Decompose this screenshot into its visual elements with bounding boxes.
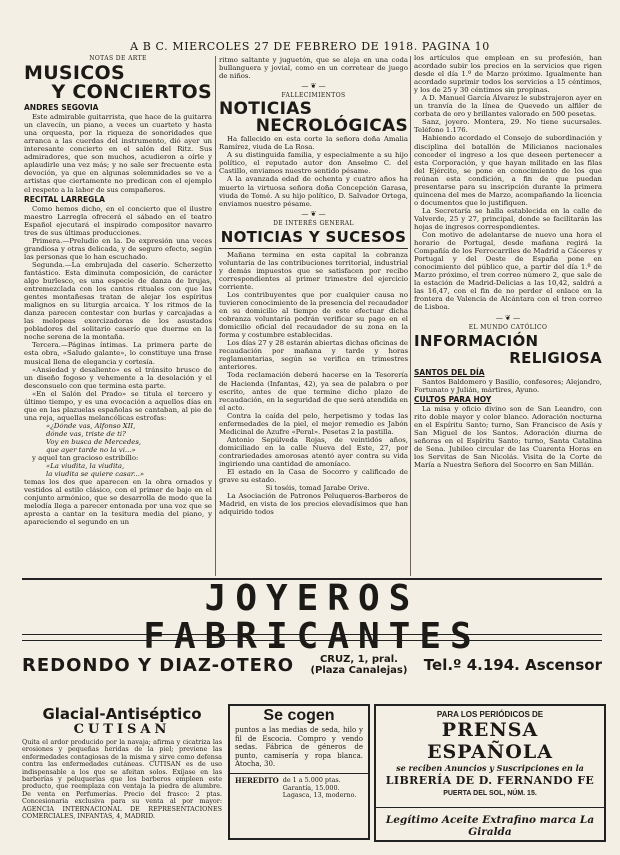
verse-line: la viudita se quiere casar...»	[46, 470, 145, 479]
article-paragraph: La misa y oficio divino son de San Leandro, con rito doble mayor y color blanco. Adoración nocturna en el Espíritu Santo; turno, San Francisco de Asís y San Miguel de los Santos. Adoración diurna de señoras en el Espíritu Santo; turno, Santa Catalina de Sena. Jubileo circular de las Cuarenta Horas en los Servitas de San Nicolás. Visita de la Corte de María a Nuestra Señora del Socorro en San Millán.	[414, 404, 602, 470]
verse-line: «¿Dónde vas, Alfonso XII,	[46, 421, 136, 430]
headline-religiosa: RELIGIOSA	[509, 348, 602, 367]
ad-se-cogen-title: Se cogen	[263, 707, 335, 724]
ads-divider	[22, 640, 602, 641]
ad-prensa-line4: LIBRERÍA DE D. FERNANDO FE	[385, 774, 595, 787]
article-paragraph: Mañana termina en esta capital la cobranza voluntaria de las contribuciones territorial, industrial y demás impuestos que se satisfacen por recibo correspondientes al primer trimestre del ejercicio corriente.	[219, 250, 408, 291]
article-paragraph: Toda reclamación deberá hacerse en la Tesorería de Hacienda (Infantas, 42), ya sea de palabra o por escrito, antes de que termine dicho plazo de recaudación, en la seguridad de que será atendida en el acto.	[219, 371, 408, 412]
article-paragraph: A D. Manuel García Álvarez le substrajeron ayer en un tranvía de la línea de Quevedo un alfiler de corbata de oro y brillantes valorado en 500 pesetas.	[414, 94, 602, 119]
column-noticias	[219, 56, 408, 516]
ad-cutisan-title: Glacial-Antiséptico	[42, 705, 202, 723]
article-paragraph: y aquel tan gracioso estribillo:	[32, 454, 139, 463]
article-paragraph: los artículos que emplean en su profesión, han acordado subir los precios en la servicios que rigen desde el día 1.º de Marzo próximo. Igualmente han acordado suprimir todos los servicios a 15 céntimos, y los de 25 y 30 céntimos sin propinas.	[414, 54, 602, 95]
verse-line: que ayer tarde no la vi...»	[46, 446, 136, 455]
article-paragraph: Este admirable guitarrista, que hace de la guitarra un clavecín, un piano, a veces un cuarteto y hasta una orquesta, por la riqueza de sonoridades que arranca a las cuerdas del instrumento, dió ayer un interesante concierto en el salón del Ritz. Sus admiradores, que son muchos, acudieron a oírle y aplaudirle una vez más; y no sale ser frecuente esta devoción, ya que en algunas solemnidades se ve a artistas que ciertamente no predican con el ejemplo el respeto a la labor de sus compañeros.	[24, 113, 212, 194]
subhead-segovia: ANDRES SEGOVIA	[24, 103, 99, 113]
headline-informacion: INFORMACIÓN	[414, 331, 539, 350]
article-paragraph: «En el Salón del Prado» se titula el tercero y último tiempo, y es una evocación a aquellos días en que en las plazuelas españolas se cantaban, al pie de una reja, aquellas melancólicas estrofas:	[24, 389, 212, 422]
headline-necrologicas: NECROLÓGICAS	[255, 116, 408, 137]
article-paragraph: Tercera.—Páginas íntimas. La primera parte de esta obra, «Saludo galante», lo constituye una frase musical llena de elegancia y cortesía.	[24, 341, 212, 366]
article-paragraph: Primera.—Preludio en la. De expresión una veces grandiosa y otras delicada, y de seguro efecto, según las personas que lo han escuchado.	[24, 236, 212, 261]
column-rule-1	[215, 56, 216, 576]
ad-joyeros-address-line: CRUZ, 1, pral.	[319, 654, 398, 665]
article-paragraph: Los días 27 y 28 estarán abiertas dichas oficinas de recaudación por mañana y tarde y horas reglamentarias, según se verifica en trimestres anteriores.	[219, 339, 408, 372]
subhead-larregla: RECITAL LARREGLA	[24, 194, 105, 204]
article-paragraph: Con motivo de adelantarse de nuevo una hora el horario de Portugal, desde mañana regirá la Compañía de los Ferrocarriles de Madrid a Cáceres y Portugal y del Oeste de España pone en conocimiento del público que, a partir del día 1.º de Marzo próximo, el tren correo número 2, que sale de la estación de Madrid-Delicias a las 10,42, saldrá a las 16,47, con el fin de no perder el enlace en la frontera de Valencia de Alcántara con el tren correo de Lisboa.	[414, 231, 602, 312]
article-paragraph: «Ansiedad y desaliento» es el tránsito brusco de un diseño fogoso y vehemente a la desolación y el desconsuelo con que termina esta parte.	[24, 365, 212, 390]
ad-prensa-line3: se reciben Anuncios y Suscripciones en la	[396, 763, 584, 773]
ad-prensa-line6: Legítimo Aceite Extrafino marca La Giralda	[376, 807, 604, 838]
subhead-cultos: CULTOS PARA HOY	[414, 394, 492, 404]
verse-line: dónde vas, triste de ti?	[46, 429, 126, 438]
column-musicos	[24, 54, 212, 526]
article-paragraph: temas los dos que aparecen en la obra ornados y vestidos al estilo clásico, con el primer de bajo en el conjunto armónico, que se desarrolla de modo que la melodía llega a parecer entonada por una voz que se apresta a cantar en la tesitura media del piano, y apareciendo el segundo en un	[24, 478, 212, 527]
ad-cutisan-brand: CUTISAN	[73, 722, 171, 737]
ornament-divider: — ❦ —	[301, 82, 326, 91]
section-kicker: FALLECIMIENTOS	[281, 92, 346, 100]
ad-joyeros-title: JOYEROS FABRICANTES	[143, 578, 481, 657]
ad-se-cogen	[228, 704, 370, 840]
ad-prensa-line2: PRENSA ESPAÑOLA	[427, 719, 553, 763]
verse-line: Voy en busca de Mercedes,	[46, 437, 142, 446]
verse-line: «La viudita, la viudita,	[46, 462, 125, 471]
section-kicker: NOTAS DE ARTE	[89, 55, 147, 62]
ad-prensa-line5: PUERTA DEL SOL, NÚM. 15.	[443, 790, 537, 797]
article-paragraph: La Secretaría se halla establecida en la calle de Valverde, 25 y 27, principal, donde se facilitarán las hojas de ingresos correspondientes.	[414, 206, 602, 231]
article-paragraph: Segunda.—La embrujada del caserío. Scherzetto fantástico. Esta diminuta composición, de carácter algo burlesco, es una especie de danza de brujas, entremezclada con los cantos rituales con que las gentes montañesas tratan de alejar los espíritus malignos en su liturgia arcaica. Y los ritmos de la danza parecen contestar con burlas y carcajadas a las melopeas exorcizadoras de los asustados pobladores del solitario caserío que duerme en la noche serena de la montaña.	[24, 260, 212, 342]
article-paragraph: Sanz, joyero. Montera, 29. No tiene sucursales. Teléfono 1.176.	[414, 118, 602, 135]
article-paragraph: Contra la caída del pelo, herpetismo y todas las enfermedades de la piel, el mejor remedio es Jabón Medicinal de Azufre «Peral». Pesetas 2 la pastilla.	[219, 411, 408, 436]
article-paragraph: Santos Baldomero y Basilio, confesores; Alejandro, Fortunato y Julián, mártires, Ayuno.	[414, 377, 602, 394]
ad-joyeros-address	[310, 654, 407, 676]
headline-noticias: NOTICIAS	[219, 99, 313, 120]
article-paragraph: Como hemos dicho, en el concierto que el ilustre maestro Larregla ofrecerá el sábado en el teatro Español ejecutará el inspirado compositor navarro tres de sus últimas producciones.	[24, 204, 212, 237]
ad-se-cogen-footer	[230, 773, 368, 803]
column-informacion	[414, 54, 602, 469]
ad-cutisan-body: Quita el ardor producido por la navaja; afirma y cicatriza las erosiones y pequeñas heridas de la piel; previene las enfermedades contagiosas de la misma y sirve como defensa contra las enfermedades cutáneas. CUTISAN es de uso indispensable a los que se afeitan solos. Exíjase en las barberías y peluquerías que los barberos empleen este producto, que reemplaza con ventaja la piedra de alumbre. De venta en Perfumerías. Precio del frasco: 2 ptas. Concesionaria exclusiva para su venta al por mayor: AGENCIA INTERNACIONAL DE REPRESENTACIONES COMERCIALES, INFANTAS, 4, MADRID.	[22, 738, 222, 821]
section-kicker: DE INTERÉS GENERAL	[273, 219, 354, 227]
column-rule-2	[410, 56, 411, 576]
ad-joyeros-name: REDONDO Y DIAZ-OTERO	[22, 654, 295, 676]
article-paragraph: Antonio Sepúlveda Rojas, de veintidós años, domiciliado en la calle Nueva del Este, 27, por contrariedades amorosas atentó ayer contra su vida ingiriendo una cantidad de amoníaco.	[219, 435, 408, 468]
headline-musicos: MUSICOS	[24, 62, 125, 85]
ornament-divider: — ❦ —	[495, 313, 521, 322]
article-paragraph: El estado en la Casa de Socorro y calificado de grave su estado.	[219, 468, 408, 485]
article-paragraph: Los contribuyentes que por cualquier causa no tuvieren conocimiento de la presencia del recaudador en su domicilio al tiempo de este efectuar dicha cobranza voluntaria podrán verificar su pago en el domicilio oficial del recaudador de su zona en la forma y costumbre establecidas.	[219, 290, 408, 340]
ad-se-cogen-label: HEREDITO	[235, 775, 279, 785]
headline-noticias-sucesos: NOTICIAS Y SUCESOS	[220, 227, 407, 246]
divider	[219, 248, 408, 249]
ad-se-cogen-body: puntos a las medias de seda, hilo y fil de Escocia. Compro y vendo sedas. Fábrica de géneros de punto, camisería y ropa blanca. Atocha, 30.	[235, 726, 363, 769]
article-paragraph: Habiendo acordado el Consejo de subordinación y disciplina del batallón de Milicianos nacionales conceder el ingreso a los que deseen pertenecer a esta Corporación, y que hayan militado en las filas del Ejército, se pone en conocimiento de los que reúnan esta condición, a fin de que puedan presentarse para su inscripción durante la primera quincena del mes de Marzo, acompañando la licencia o documentos que lo justifiquen.	[414, 134, 602, 207]
ad-se-cogen-footer-text: de 1 a 5.000 ptas. Garantía, 15.000. Lagasca, 13, moderno.	[282, 775, 357, 800]
article-paragraph: La Asociación de Patronos Peluqueros-Barberos de Madrid, en vista de los precios elevadísimos que han adquirido todos	[219, 492, 408, 517]
ad-joyeros-address-line: (Plaza Canalejas)	[310, 665, 408, 676]
article-paragraph: A su distinguida familia, y especialmente a su hijo político, el reputado autor don Anselmo C. del Castillo, enviamos nuestro sentido pésame.	[219, 151, 408, 176]
ornament-divider: — ❦ —	[301, 209, 326, 218]
headline-conciertos: Y CONCIERTOS	[51, 81, 212, 104]
subhead-santos: SANTOS DEL DÍA	[414, 367, 485, 377]
article-paragraph: ritmo saltante y juguetón, que se aleja en una coda bullanguera y jovial, como en un corretear de juego de niños.	[219, 56, 408, 81]
ad-joyeros-row	[22, 656, 602, 674]
page-header: A B C. MIERCOLES 27 DE FEBRERO DE 1918. PAGINA 10	[130, 40, 490, 53]
ad-joyeros	[22, 578, 602, 676]
article-paragraph: A la avanzada edad de ochenta y cuatro años ha muerto la virtuosa señora doña Concepción Garasa, viuda de Tomé. A su hijo político, D. Salvador Ortega, enviamos nuestro pésame.	[219, 175, 408, 208]
section-kicker: EL MUNDO CATÓLICO	[468, 323, 548, 331]
ad-cutisan	[22, 706, 222, 842]
ad-prensa-line1: PARA LOS PERIÓDICOS DE	[436, 710, 544, 719]
ad-joyeros-phone: Tel.º 4.194. Ascensor	[423, 656, 602, 674]
article-paragraph: Si toséis, tomad Jarabe Orive.	[265, 484, 370, 493]
ad-prensa-espanola	[374, 704, 606, 842]
article-paragraph: Ha fallecido en esta corte la señora doña Amalia Ramírez, viuda de La Rosa.	[219, 135, 408, 152]
